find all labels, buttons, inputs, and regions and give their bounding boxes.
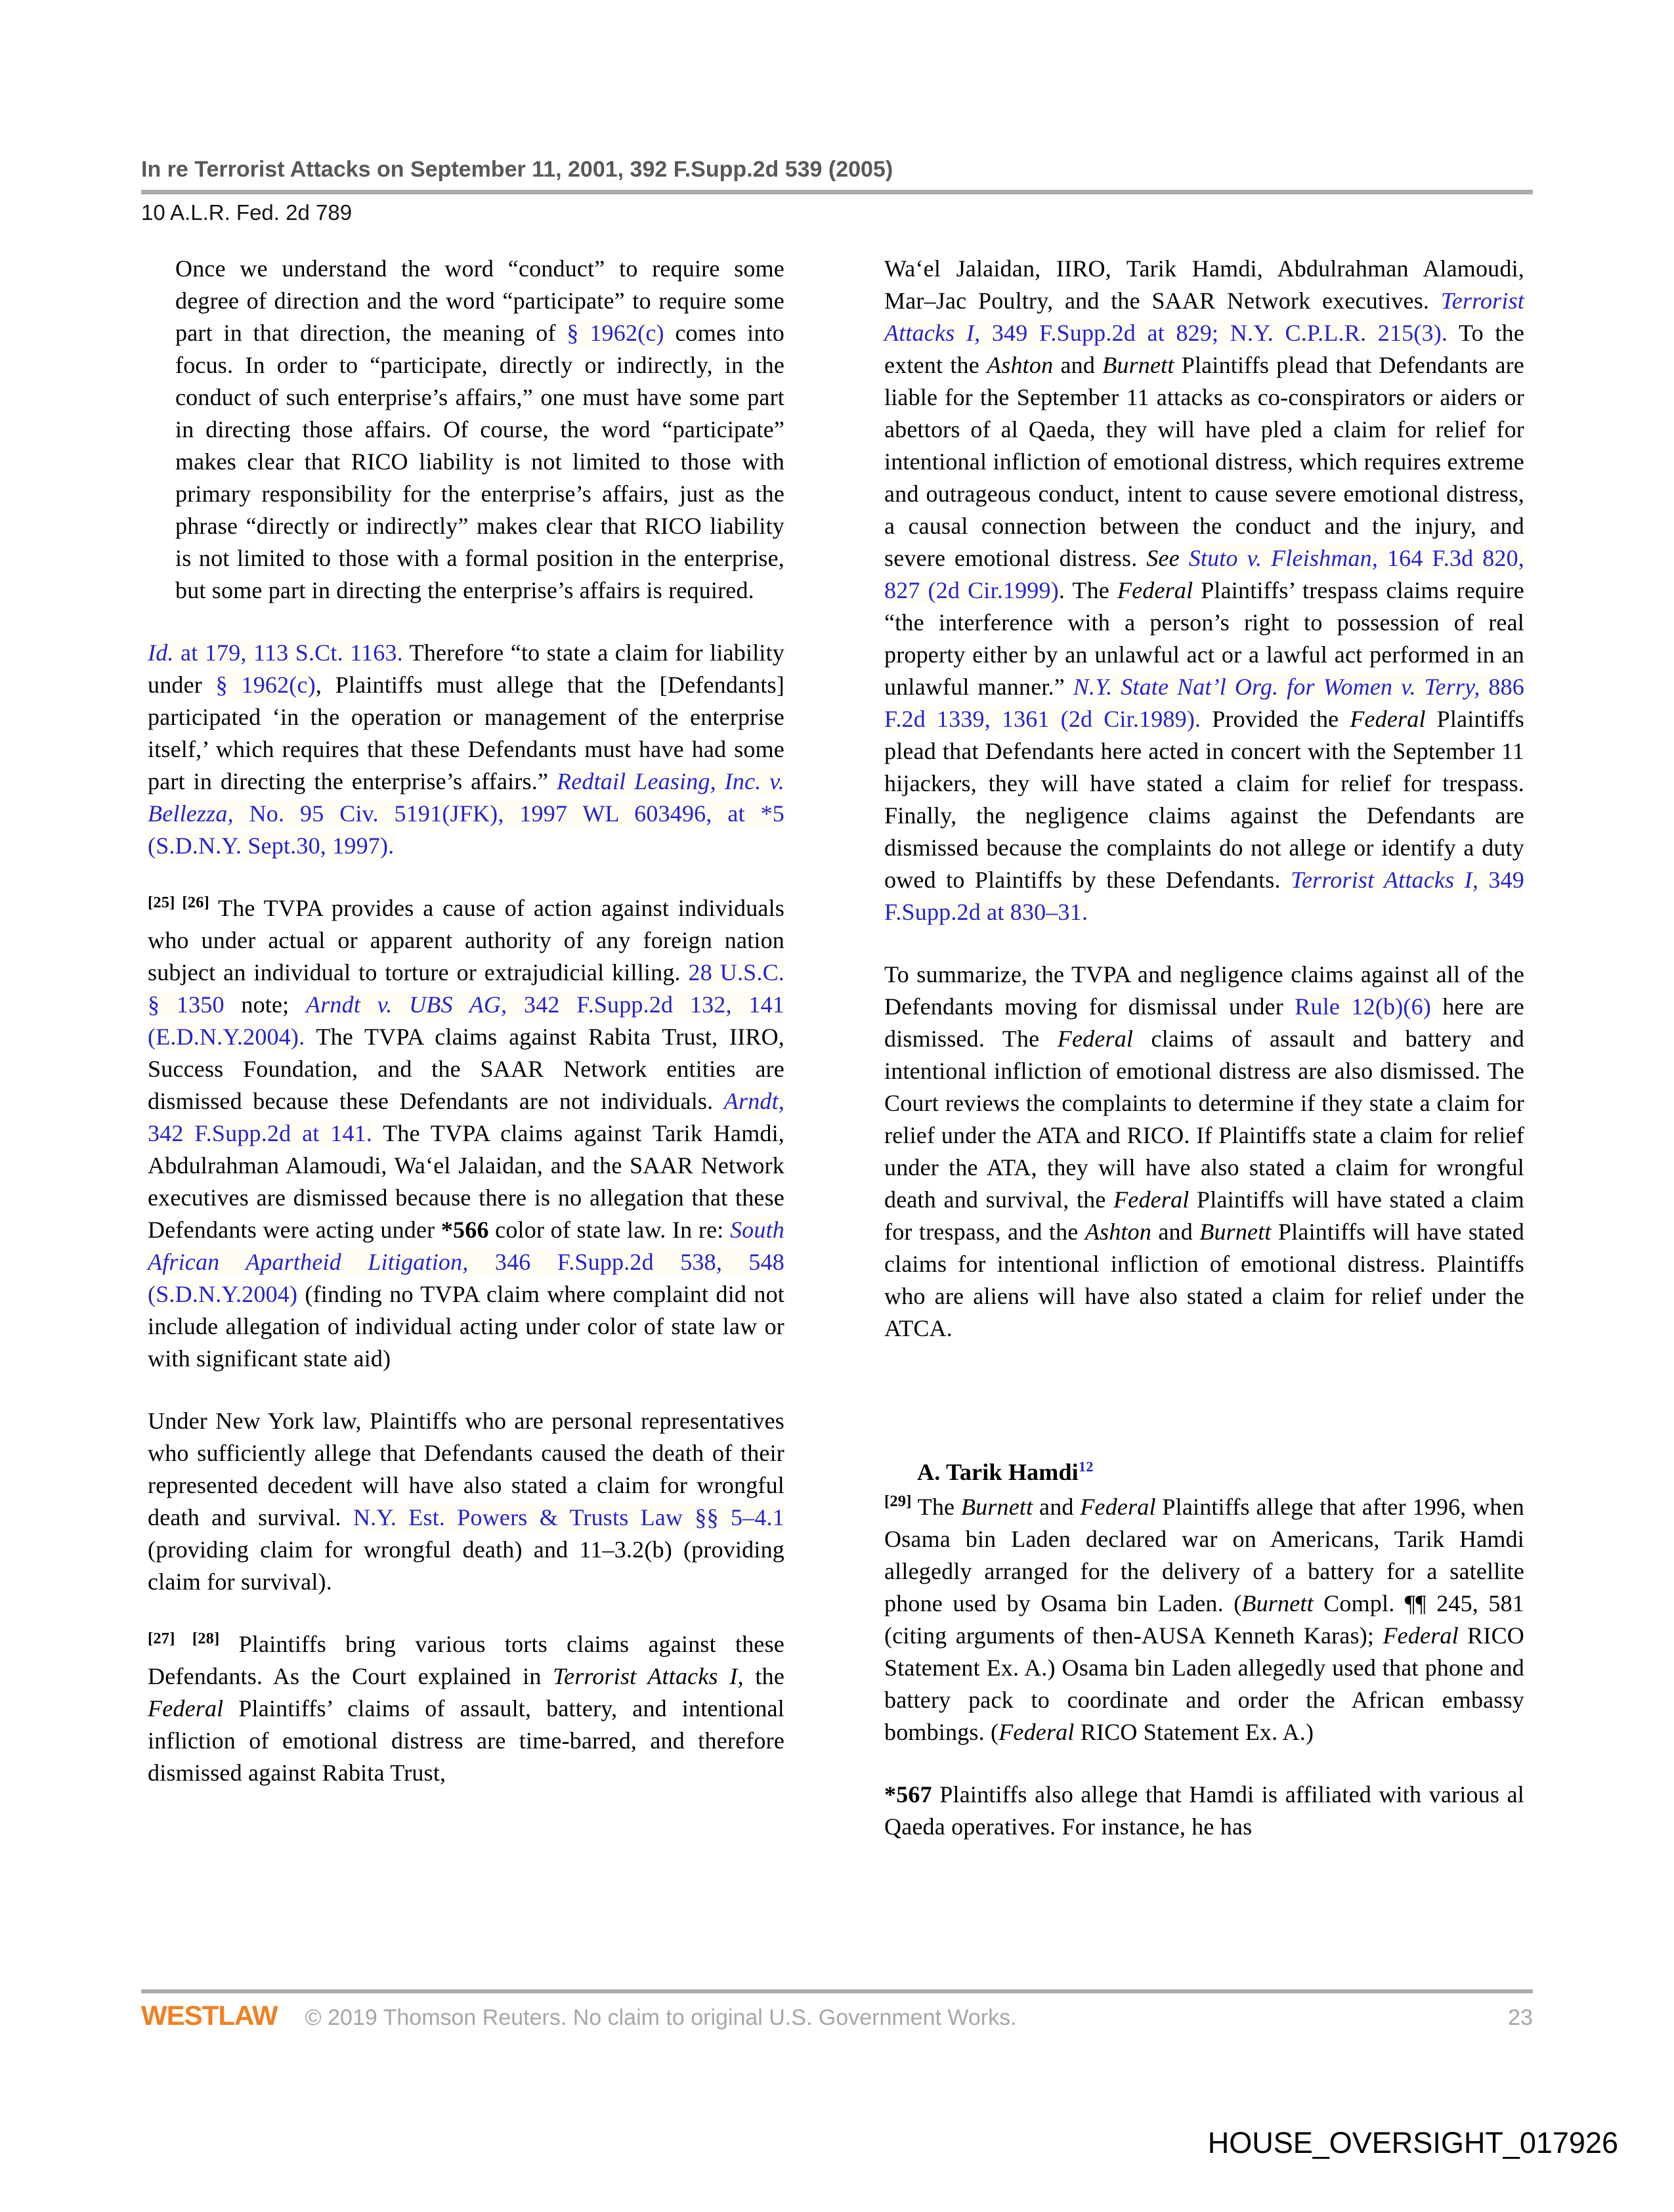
citation-link[interactable]: 346 F.Supp.2d 538, 548 (S.D.N.Y.2004)	[148, 1249, 784, 1307]
text-run: note;	[224, 991, 307, 1018]
text-run: , Plaintiffs must allege that the [Defendants] participated ‘in the operation or management of the enterprise itself,’ which requires that these Defendants must have had some part in directing the enterprise’s affairs.”	[148, 672, 784, 794]
text-run: *567	[884, 1781, 932, 1808]
text-run: Plaintiffs also allege that Hamdi is affiliated with various al Qaeda operatives. For instance, he has	[884, 1781, 1524, 1840]
right-column	[884, 253, 1524, 1873]
text-run: claims of assault and battery and intentional infliction of emotional distress are also dismissed. The Court reviews the complaints to determine if they state a claim for relief under the ATA and RICO. If Plaintiffs state a claim for relief under the ATA, they will have also stated a claim for wrongful death and survival, the	[884, 1026, 1524, 1213]
text-run: Ashton	[1084, 1219, 1152, 1245]
text-run: Federal	[1057, 1026, 1134, 1052]
westlaw-logo: WESTLAW	[141, 2000, 278, 2031]
citation-link[interactable]: § 1962(c)	[567, 320, 664, 346]
left-column	[148, 253, 784, 1819]
text-run: Federal	[998, 1719, 1075, 1745]
text-run: Plaintiffs plead that Defendants here acted in concert with the September 11 hijackers, they will have stated a claim for relief for trespass. Finally, the negligence claims against the Defendants are dismissed because the complaints do not allege or identify a duty owed to Plaintiffs by these Defendants.	[884, 706, 1524, 893]
page-number: 23	[1508, 2005, 1533, 2030]
citation-link[interactable]: N.Y. Est. Powers & Trusts Law §§ 5–4.1	[353, 1504, 784, 1530]
text-run: A. Tarik Hamdi	[917, 1459, 1079, 1485]
paragraph	[884, 253, 1524, 928]
citation-link[interactable]: Arndt,	[723, 1088, 784, 1114]
text-run: Terrorist Attacks I,	[553, 1663, 744, 1689]
text-run: Plaintiffs will have stated a claim for trespass, and the	[884, 1186, 1524, 1245]
text-run: The TVPA claims against Rabita Trust, IIRO, Success Foundation, and the SAAR Network entities are dismissed because these Defendants are not individuals.	[148, 1024, 784, 1114]
citation-link[interactable]: Stuto v. Fleishman,	[1188, 545, 1379, 571]
citation-link[interactable]: 28 U.S.C. § 1350	[148, 959, 784, 1018]
text-run: (finding no TVPA claim where complaint did not include allegation of individual acting under color of state law or with significant state aid)	[148, 1281, 784, 1372]
text-run: comes into focus. In order to “participate, directly or indirectly, in the conduct of such enterprise’s affairs,” one must have some part in directing those affairs. Of course, the word “participate” makes clear that RICO liability is not limited to those with primary responsibility for the enterprise’s affairs, just as the phrase “directly or indirectly” makes clear that RICO liability is not limited to those with a formal position in the enterprise, but some part in directing the enterprise’s affairs is required.	[175, 320, 784, 603]
text-run: . The	[1058, 577, 1117, 603]
text-run: the	[743, 1663, 785, 1689]
paragraph	[884, 1491, 1524, 1748]
text-run: Compl. ¶¶ 245, 581 (citing arguments of then-AUSA Kenneth Karas);	[884, 1590, 1524, 1649]
text-run: Federal	[1080, 1494, 1156, 1520]
text-run: [29]	[884, 1492, 912, 1510]
case-title: In re Terrorist Attacks on September 11, 2001, 392 F.Supp.2d 539 (2005)	[141, 157, 893, 182]
text-run: Provided the	[1201, 706, 1350, 732]
citation-link[interactable]: 349 F.Supp.2d at 830–31.	[884, 867, 1524, 925]
text-run: To the extent the	[884, 320, 1525, 378]
text-run: Wa‘el Jalaidan, IIRO, Tarik Hamdi, Abdulrahman Alamoudi, Mar–Jac Poultry, and the SAAR Network executives.	[884, 255, 1524, 314]
text-run: Burnett	[960, 1494, 1033, 1520]
citation-link[interactable]: N.Y. State Nat’l Org. for Women v. Terry,	[1073, 674, 1480, 700]
text-run: Under New York law, Plaintiffs who are personal representatives who sufficiently allege that Defendants caused the death of their represented decedent will have also stated a claim for wrongful death and survival.	[148, 1408, 784, 1530]
citation-link[interactable]: 164 F.3d 820, 827 (2d Cir.1999)	[884, 545, 1524, 603]
text-run: *566	[440, 1217, 489, 1243]
text-run: See	[1146, 545, 1189, 571]
text-run: Federal	[1117, 577, 1193, 603]
paragraph	[148, 1628, 784, 1789]
text-run: Plaintiffs’ claims of assault, battery, and intentional infliction of emotional distress are time-barred, and therefore dismissed against Rabita Trust,	[148, 1695, 784, 1786]
text-run: and	[1053, 352, 1103, 378]
text-run: Plaintiffs bring various torts claims against these Defendants. As the Court explained in	[148, 1631, 784, 1689]
text-run: Therefore “to state a claim for liability under	[148, 640, 784, 698]
paragraph	[884, 1779, 1524, 1843]
text-run: Burnett	[1199, 1219, 1272, 1245]
text-run: color of state law. In re:	[488, 1217, 730, 1243]
text-run: To summarize, the TVPA and negligence claims against all of the Defendants moving for dismissal under	[884, 961, 1524, 1020]
citation-link[interactable]: Id.	[148, 640, 174, 666]
text-run: Plaintiffs plead that Defendants are liable for the September 11 attacks as co-conspirators or aiders or abettors of al Qaeda, they will have pled a claim for relief for intentional infliction of emotional distress, which requires extreme and outrageous conduct, intent to cause severe emotional distress, a causal connection between the conduct and the injury, and severe emotional distress.	[884, 352, 1524, 571]
text-run: The	[911, 1494, 961, 1520]
citation-link[interactable]: 12	[1078, 1458, 1094, 1475]
text-run: Plaintiffs allege that after 1996, when Osama bin Laden declared war on Americans, Tarik Hamdi allegedly arranged for the delivery of a battery for a satellite phone used by Osama bin Laden. (	[884, 1494, 1524, 1616]
bates-stamp: HOUSE_OVERSIGHT_017926	[1207, 2126, 1618, 2159]
text-run: Federal	[1350, 706, 1426, 732]
text-run: Burnett	[1102, 352, 1174, 378]
footer-divider	[141, 1989, 1533, 1993]
citation-link[interactable]: § 1962(c)	[215, 672, 316, 698]
text-run: [25] [26]	[148, 894, 209, 911]
citation-link[interactable]: at 179, 113 S.Ct. 1163.	[173, 640, 403, 666]
text-run: The TVPA provides a cause of action against individuals who under actual or apparent authority of any foreign nation subject an individual to torture or extrajudicial killing.	[148, 895, 784, 986]
page-footer	[141, 2000, 1533, 2031]
paragraph	[148, 637, 784, 862]
text-run: Plaintiffs will have stated claims for intentional infliction of emotional distress. Plaintiffs who are aliens will have also stated a claim for relief under the ATCA.	[884, 1219, 1525, 1341]
text-run: here are dismissed. The	[884, 993, 1524, 1052]
text-run: [27] [28]	[148, 1630, 220, 1647]
text-run: Ashton	[987, 352, 1054, 378]
text-run: Plaintiffs’ trespass claims require “the interference with a person’s right to possession of real property either by an unlawful act or a lawful act performed in an unlawful manner.”	[884, 577, 1524, 700]
citation-link[interactable]: Redtail Leasing, Inc. v. Bellezza,	[148, 768, 785, 827]
header-divider	[141, 190, 1533, 194]
text-run: Once we understand the word “conduct” to require some degree of direction and the word “participate” to require some part in that direction, the meaning of	[175, 255, 784, 346]
alr-citation: 10 A.L.R. Fed. 2d 789	[141, 200, 353, 225]
text-run: Burnett	[1241, 1590, 1314, 1616]
text-run: and	[1151, 1219, 1200, 1245]
citation-link[interactable]: Terrorist Attacks I,	[884, 288, 1524, 346]
citation-link[interactable]: Terrorist Attacks I,	[1291, 867, 1479, 893]
section-heading-tarik-hamdi	[884, 1456, 1524, 1488]
citation-link[interactable]: 342 F.Supp.2d 132, 141 (E.D.N.Y.2004).	[148, 991, 784, 1050]
text-run: Federal	[148, 1695, 224, 1722]
text-run: (providing claim for wrongful death) and 11–3.2(b) (providing claim for survival).	[148, 1536, 784, 1595]
citation-link[interactable]: Arndt v. UBS AG,	[306, 991, 507, 1018]
text-run: Federal	[1113, 1186, 1190, 1213]
text-run: RICO Statement Ex. A.) Osama bin Laden allegedly used that phone and battery pack to coordinate and order the African embassy bombings. (	[884, 1622, 1524, 1745]
paragraph	[148, 1405, 784, 1598]
text-run: The TVPA claims against Tarik Hamdi, Abdulrahman Alamoudi, Wa‘el Jalaidan, and the SAAR Network executives are dismissed because there is no allegation that these Defendants were acting under	[148, 1120, 784, 1243]
text-run: RICO Statement Ex. A.)	[1074, 1719, 1314, 1745]
citation-link[interactable]: Rule 12(b)(6)	[1295, 993, 1431, 1020]
paragraph	[884, 959, 1524, 1345]
blockquote-paragraph	[175, 253, 784, 607]
text-run: Federal	[1383, 1622, 1459, 1649]
copyright-text: © 2019 Thomson Reuters. No claim to original U.S. Government Works.	[305, 2005, 1017, 2030]
citation-link[interactable]: 342 F.Supp.2d at 141.	[148, 1120, 373, 1146]
citation-link[interactable]: 886 F.2d 1339, 1361 (2d Cir.1989).	[884, 674, 1524, 732]
citation-link[interactable]: No. 95 Civ. 5191(JFK), 1997 WL 603496, at *5 (S.D.N.Y. Sept.30, 1997).	[148, 800, 784, 859]
citation-link[interactable]: 349 F.Supp.2d at 829; N.Y. C.P.L.R. 215(3).	[980, 320, 1448, 346]
text-run: and	[1033, 1494, 1081, 1520]
citation-link[interactable]: South African Apartheid Litigation,	[148, 1217, 784, 1275]
paragraph	[148, 892, 784, 1375]
page-header	[141, 156, 1533, 225]
